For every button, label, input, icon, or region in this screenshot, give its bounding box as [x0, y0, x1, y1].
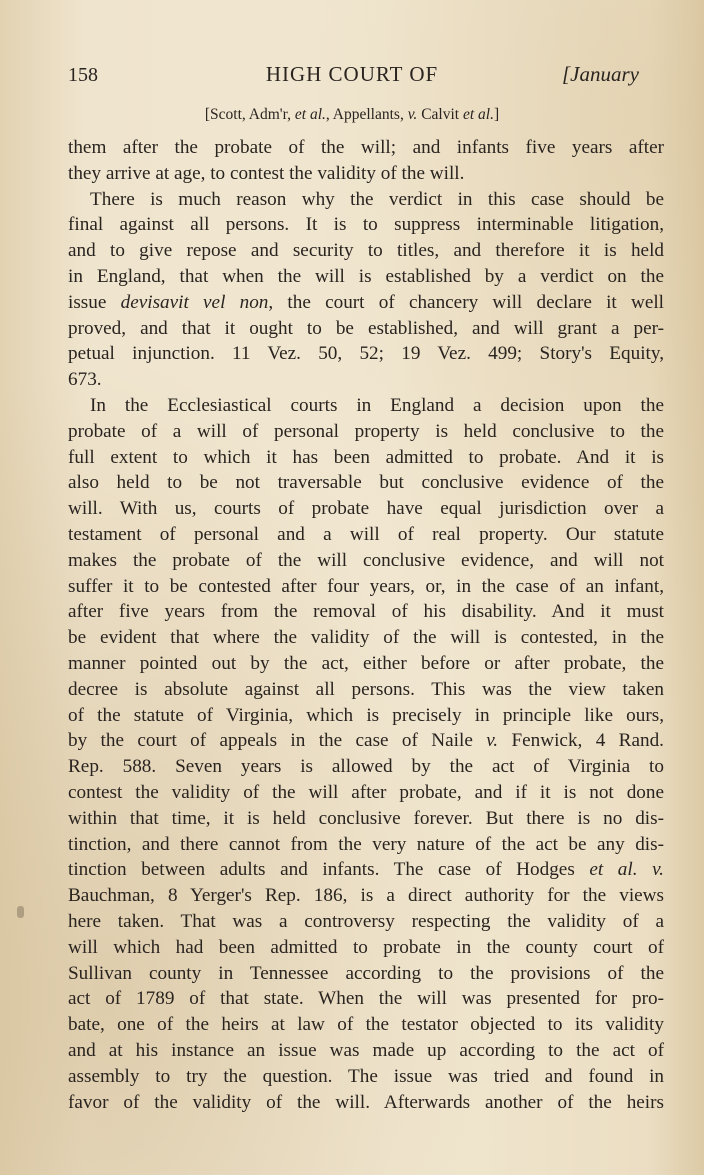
text-line — [68, 728, 664, 754]
italic-run: et al. v. — [589, 859, 664, 881]
text-line: in England, that when the will is established by a verdict on the — [68, 266, 664, 287]
text-line: act of 1789 of that state. When the will was presented for pro- — [68, 988, 664, 1010]
page-number: 158 — [68, 64, 98, 86]
text-line: There is much reason why the verdict in this case should be — [90, 188, 664, 210]
text-line: and to give repose and security to titles, and therefore it is held — [68, 240, 664, 262]
text-line: they arrive at age, to contest the validity of the will. — [68, 162, 465, 184]
text-line: Bauchman, 8 Yerger's Rep. 186, is a direct authority for the views — [68, 885, 664, 907]
text-line: Rep. 588. Seven years is allowed by the act of Virginia to — [68, 756, 664, 778]
text-line: will. With us, courts of probate have equal jurisdiction over a — [68, 498, 664, 520]
caption-part3: Calvit — [417, 106, 463, 123]
caption-part2: , Appellants, — [325, 106, 408, 123]
text-run: , the court of chancery will declare it well — [268, 291, 665, 313]
text-line: manner pointed out by the act, either before or after probate, the — [68, 653, 664, 674]
caption-etal2: et al. — [462, 106, 494, 123]
text-line: Sullivan county in Tennessee according to the provisions of the — [68, 962, 664, 984]
text-line: makes the probate of the will conclusive evidence, and will not — [68, 549, 664, 571]
running-title: HIGH COURT OF — [265, 62, 439, 86]
text-line: bate, one of the heirs at law of the testator objected to its validity — [68, 1014, 664, 1036]
text-line: after five years from the removal of his disability. And it must — [68, 601, 664, 623]
text-line: of the statute of Virginia, which is precisely in principle like ours, — [68, 704, 664, 726]
text-line: In the Ecclesiastical courts in England a decision upon the — [90, 395, 664, 416]
text-line: tinction, and there cannot from the very nature of the act be any dis- — [68, 833, 664, 855]
text-line: full extent to which it has been admitted to probate. And it is — [68, 446, 664, 468]
text-line: decree is absolute against all persons. This was the view taken — [68, 678, 664, 700]
text-line: contest the validity of the will after probate, and if it is not done — [68, 782, 664, 803]
ink-spot — [17, 906, 24, 918]
text-run: tinction between adults and infants. The case of Hodges — [68, 859, 590, 881]
text-line: 673. — [68, 369, 102, 391]
text-line: testament of personal and a will of real property. Our statute — [68, 524, 664, 545]
text-line — [68, 857, 664, 883]
case-caption — [0, 106, 704, 124]
text-line: proved, and that it ought to be established, and will grant a per- — [68, 317, 664, 339]
text-line: be evident that where the validity of the will is contested, in the — [68, 627, 664, 649]
text-line: suffer it to be contested after four years, or, in the case of an infant, — [68, 575, 664, 597]
text-line: favor of the validity of the will. Afterwards another of the heirs — [68, 1091, 664, 1113]
text-line: within that time, it is held conclusive forever. But there is no dis- — [68, 807, 664, 829]
text-line — [68, 290, 664, 316]
caption-etal1: et al. — [294, 106, 326, 123]
text-line: petual injunction. 11 Vez. 50, 52; 19 Vez. 499; Story's Equity, — [68, 343, 664, 365]
text-line: and at his instance an issue was made up according to the act of — [68, 1040, 664, 1061]
caption-part1: Scott, Adm'r, — [210, 106, 295, 123]
text-line: them after the probate of the will; and infants five years after — [68, 137, 664, 158]
italic-run: v. — [486, 730, 499, 752]
caption-close-bracket: ] — [493, 106, 500, 123]
text-line: will which had been admitted to probate in the county court of — [68, 936, 664, 958]
text-line: assembly to try the question. The issue was tried and found in — [68, 1065, 664, 1087]
text-run: by the court of appeals in the case of Naile — [68, 730, 487, 752]
text-line: here taken. That was a controversy respecting the validity of a — [68, 911, 664, 932]
text-line: final against all persons. It is to suppress interminable litigation, — [68, 214, 664, 236]
caption-open-bracket: [ — [204, 106, 211, 123]
italic-run: devisavit vel non — [120, 291, 269, 313]
running-date: [January — [562, 62, 639, 86]
text-run: Fenwick, 4 Rand. — [498, 730, 664, 752]
caption-versus: v. — [407, 106, 418, 123]
text-run: issue — [68, 291, 121, 313]
text-line: also held to be not traversable but conclusive evidence of the — [68, 472, 664, 494]
text-line: probate of a will of personal property is held conclusive to the — [68, 420, 664, 442]
